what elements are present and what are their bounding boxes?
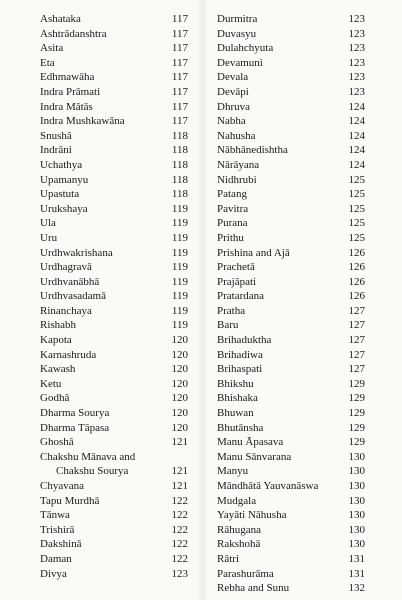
entry-page-number: 124 [348, 129, 365, 142]
entry-name: Edhmawāha [40, 71, 95, 84]
entry-name: Daman [40, 552, 72, 565]
entry-name: Ghoshā [40, 436, 74, 449]
entry-name: Manu Sānvarana [217, 450, 292, 463]
entry-page-number: 126 [348, 290, 365, 303]
entry-name: Pavitra [217, 202, 249, 215]
entry-name: Urukshaya [40, 202, 88, 215]
entry-page-number: 127 [348, 304, 365, 317]
entry-name: Urdhwakrishana [40, 246, 113, 259]
entry-name: Bhishaka [217, 392, 258, 405]
entry-name: Urdhvasadamā [40, 290, 106, 303]
index-entry [40, 508, 188, 523]
entry-page-number: 118 [171, 188, 188, 201]
entry-name: Purana [217, 217, 248, 230]
entry-name: Dharma Tāpasa [40, 421, 110, 434]
index-entry [217, 85, 365, 100]
entry-page-number: 125 [348, 173, 365, 186]
entry-page-number: 130 [348, 465, 365, 478]
index-entry [217, 348, 365, 363]
entry-name: Durmitra [217, 13, 258, 25]
entry-name: Tānwa [40, 509, 70, 522]
entry-page-number: 129 [348, 377, 365, 390]
index-entry [217, 143, 365, 158]
index-entry [217, 246, 365, 261]
entry-page-number: 120 [171, 392, 188, 405]
entry-name: Indra Mushkawāna [40, 115, 125, 128]
entry-name: Dakshinā [40, 538, 82, 551]
index-entry [217, 494, 365, 509]
entry-page-number: 119 [171, 246, 188, 259]
entry-name: Rishabh [40, 319, 77, 332]
entry-page-number: 130 [348, 494, 365, 507]
entry-page-number: 129 [348, 407, 365, 420]
index-entry [217, 537, 365, 552]
entry-page-number: 127 [348, 334, 365, 347]
entry-name: Chakshu Sourya [56, 465, 129, 478]
entry-page-number: 117 [171, 71, 188, 84]
index-entry [217, 304, 365, 319]
entry-page-number: 120 [171, 363, 188, 376]
entry-name: Nahusha [217, 129, 256, 142]
entry-name: Dhruva [217, 100, 250, 113]
entry-name: Rakshohā [217, 538, 261, 551]
index-entry [40, 289, 188, 304]
index-entry [40, 304, 188, 319]
entry-page-number: 120 [171, 348, 188, 361]
index-entry [217, 216, 365, 231]
entry-page-number: 122 [171, 509, 188, 522]
entry-name: Brihaspati [217, 363, 263, 376]
index-entry [40, 537, 188, 552]
entry-page-number: 121 [171, 465, 188, 478]
entry-name: Chakshu Mānava and [40, 450, 136, 463]
index-entry [40, 246, 188, 261]
entry-page-number: 123 [348, 13, 365, 25]
entry-page-number: 130 [348, 509, 365, 522]
entry-page-number: 117 [171, 115, 188, 128]
index-entry [217, 100, 365, 115]
index-entry [217, 275, 365, 290]
index-entry [40, 260, 188, 275]
index-entry [217, 318, 365, 333]
index-entry [40, 143, 188, 158]
index-entry [217, 41, 365, 56]
entry-name: Rebha and Sunu [217, 582, 290, 595]
index-entry [217, 158, 365, 173]
index-entry [217, 27, 365, 42]
index-entry [217, 114, 365, 129]
entry-name: Bhuwan [217, 407, 254, 420]
entry-page-number: 117 [171, 27, 188, 40]
index-entry [40, 114, 188, 129]
entry-page-number: 124 [348, 158, 365, 171]
entry-page-number: 118 [171, 144, 188, 157]
index-entry [40, 421, 188, 436]
entry-page-number: 125 [348, 188, 365, 201]
index-entry [40, 12, 188, 27]
entry-page-number: 119 [171, 217, 188, 230]
entry-name: Prachetā [217, 261, 255, 274]
entry-name: Upastuta [40, 188, 80, 201]
entry-page-number: 122 [171, 552, 188, 565]
entry-page-number: 127 [348, 348, 365, 361]
index-entry [40, 231, 188, 246]
index-entry [217, 289, 365, 304]
entry-page-number: 123 [348, 85, 365, 98]
entry-name: Prishina and Ajā [217, 246, 290, 259]
entry-name: Rāhugana [217, 523, 261, 536]
index-entry [40, 494, 188, 509]
entry-name: Dharma Sourya [40, 407, 110, 420]
index-entry [217, 362, 365, 377]
entry-name: Upamanyu [40, 173, 89, 186]
entry-name: Rātri [217, 552, 239, 565]
entry-page-number: 125 [348, 202, 365, 215]
entry-name: Duvasyu [217, 27, 257, 40]
entry-page-number: 122 [171, 523, 188, 536]
entry-name: Indrāni [40, 144, 72, 157]
entry-name: Divya [40, 567, 67, 580]
index-entry [40, 362, 188, 377]
entry-name: Kawash [40, 363, 76, 376]
entry-name: Urdhvanābhā [40, 275, 100, 288]
entry-page-number: 132 [348, 582, 365, 595]
entry-page-number: 123 [171, 567, 188, 580]
entry-page-number: 119 [171, 319, 188, 332]
index-entry [40, 100, 188, 115]
entry-name: Brihaduktha [217, 334, 272, 347]
index-entry [217, 552, 365, 567]
entry-page-number: 119 [171, 290, 188, 303]
entry-name: Uru [40, 231, 58, 244]
entry-page-number: 119 [171, 231, 188, 244]
entry-name: Dulahchyuta [217, 42, 274, 55]
entry-page-number: 117 [171, 56, 188, 69]
index-entry [40, 348, 188, 363]
entry-page-number: 117 [171, 100, 188, 113]
index-entry [40, 85, 188, 100]
entry-name: Māndhātā Yauvanāswa [217, 480, 319, 492]
entry-page-number: 131 [348, 567, 365, 580]
index-entry [40, 318, 188, 333]
index-entry [217, 581, 365, 596]
entry-page-number: 129 [348, 421, 365, 434]
entry-page-number: 119 [171, 304, 188, 317]
entry-page-number: 121 [171, 436, 188, 449]
entry-page-number: 121 [171, 480, 188, 492]
index-entry [40, 187, 188, 202]
entry-page-number: 124 [348, 115, 365, 128]
index-entry [217, 567, 365, 582]
entry-name: Pratardana [217, 290, 265, 303]
index-entry [217, 435, 365, 450]
index-entry [217, 479, 365, 494]
page-gutter [199, 0, 207, 600]
entry-name: Indra Prāmati [40, 85, 101, 98]
index-entry [217, 187, 365, 202]
entry-name: Chyavana [40, 480, 84, 492]
entry-name: Indra Mātās [40, 100, 93, 113]
index-entry [217, 391, 365, 406]
index-entry [40, 173, 188, 188]
index-entry [40, 479, 188, 494]
index-entry [40, 523, 188, 538]
entry-page-number: 122 [171, 494, 188, 507]
entry-page-number: 120 [171, 334, 188, 347]
entry-name: Brihadiwa [217, 348, 263, 361]
entry-name: Yayāti Nāhusha [217, 509, 287, 522]
entry-page-number: 120 [171, 421, 188, 434]
entry-name: Nidhrubi [217, 173, 257, 186]
entry-page-number: 130 [348, 523, 365, 536]
index-entry [217, 333, 365, 348]
entry-page-number: 124 [348, 100, 365, 113]
index-entry [40, 202, 188, 217]
entry-page-number: 130 [348, 538, 365, 551]
index-entry [40, 552, 188, 567]
index-column-left [40, 12, 188, 581]
entry-name: Uchathya [40, 158, 83, 171]
entry-page-number: 130 [348, 450, 365, 463]
entry-name: Parashurāma [217, 567, 274, 580]
index-entry [217, 129, 365, 144]
index-entry [40, 158, 188, 173]
entry-page-number: 117 [171, 13, 188, 25]
entry-name: Bhikshu [217, 377, 254, 390]
entry-name: Patang [217, 188, 247, 201]
entry-name: Kapota [40, 334, 72, 347]
entry-name: Godhā [40, 392, 70, 405]
entry-page-number: 122 [171, 538, 188, 551]
entry-name: Baru [217, 319, 239, 332]
entry-page-number: 123 [348, 27, 365, 40]
index-entry [40, 406, 188, 421]
entry-name: Nabha [217, 115, 246, 128]
entry-page-number: 119 [171, 275, 188, 288]
entry-page-number: 119 [171, 202, 188, 215]
index-entry [217, 508, 365, 523]
index-entry [217, 12, 365, 27]
entry-name: Snushā [40, 129, 72, 142]
entry-name: Mudgala [217, 494, 257, 507]
entry-name: Prithu [217, 231, 244, 244]
index-entry [40, 56, 188, 71]
index-entry [217, 421, 365, 436]
index-entry [217, 173, 365, 188]
entry-name: Ashataka [40, 13, 81, 25]
index-column-right [217, 12, 365, 596]
entry-page-number: 118 [171, 173, 188, 186]
index-entry [40, 391, 188, 406]
index-entry [40, 567, 188, 582]
entry-page-number: 124 [348, 144, 365, 157]
entry-name: Devamuni [217, 56, 263, 69]
entry-page-number: 126 [348, 261, 365, 274]
index-entry [217, 377, 365, 392]
index-entry [40, 70, 188, 85]
entry-page-number: 123 [348, 42, 365, 55]
entry-name: Manu Āpasava [217, 436, 284, 449]
entry-page-number: 120 [171, 377, 188, 390]
entry-name: Nārāyana [217, 158, 260, 171]
entry-page-number: 119 [171, 261, 188, 274]
index-entry [40, 216, 188, 231]
entry-name: Nābhānedishtha [217, 144, 288, 157]
index-entry [217, 523, 365, 538]
index-entry [217, 231, 365, 246]
entry-page-number: 127 [348, 363, 365, 376]
index-entry [217, 260, 365, 275]
index-entry [217, 202, 365, 217]
entry-page-number: 118 [171, 158, 188, 171]
entry-name: Eta [40, 56, 55, 69]
index-entry [217, 450, 365, 465]
entry-page-number: 118 [171, 129, 188, 142]
entry-name: Trishirā [40, 523, 75, 536]
entry-name: Devāpi [217, 85, 249, 98]
entry-name: Rinanchaya [40, 304, 92, 317]
entry-page-number: 127 [348, 319, 365, 332]
entry-page-number: 129 [348, 392, 365, 405]
entry-name: Karnashruda [40, 348, 97, 361]
entry-name: Urdhagravā [40, 261, 92, 274]
entry-page-number: 125 [348, 231, 365, 244]
entry-name: Devala [217, 71, 249, 84]
entry-page-number: 126 [348, 275, 365, 288]
index-entry [40, 333, 188, 348]
entry-name: Ashtrādanshtra [40, 27, 107, 40]
entry-page-number: 130 [348, 480, 365, 492]
entry-name: Ula [40, 217, 56, 230]
index-entry [40, 129, 188, 144]
index-entry [40, 464, 188, 479]
entry-name: Prajāpati [217, 275, 257, 288]
entry-name: Asita [40, 42, 64, 55]
entry-page-number: 117 [171, 42, 188, 55]
entry-page-number: 117 [171, 85, 188, 98]
entry-page-number: 126 [348, 246, 365, 259]
entry-name: Bhutānsha [217, 421, 264, 434]
entry-page-number: 129 [348, 436, 365, 449]
index-entry [40, 41, 188, 56]
entry-page-number: 123 [348, 71, 365, 84]
index-entry [40, 275, 188, 290]
index-entry [217, 464, 365, 479]
entry-page-number: 131 [348, 552, 365, 565]
entry-name: Pratha [217, 304, 246, 317]
index-entry [40, 27, 188, 42]
index-entry [217, 56, 365, 71]
index-entry [40, 377, 188, 392]
index-entry [217, 406, 365, 421]
index-entry [40, 450, 188, 465]
index-entry [40, 435, 188, 450]
entry-page-number: 120 [171, 407, 188, 420]
entry-page-number: 123 [348, 56, 365, 69]
entry-name: Tapu Murdhā [40, 494, 100, 507]
entry-page-number: 125 [348, 217, 365, 230]
entry-name: Manyu [217, 465, 249, 478]
entry-name: Ketu [40, 377, 62, 390]
index-entry [217, 70, 365, 85]
